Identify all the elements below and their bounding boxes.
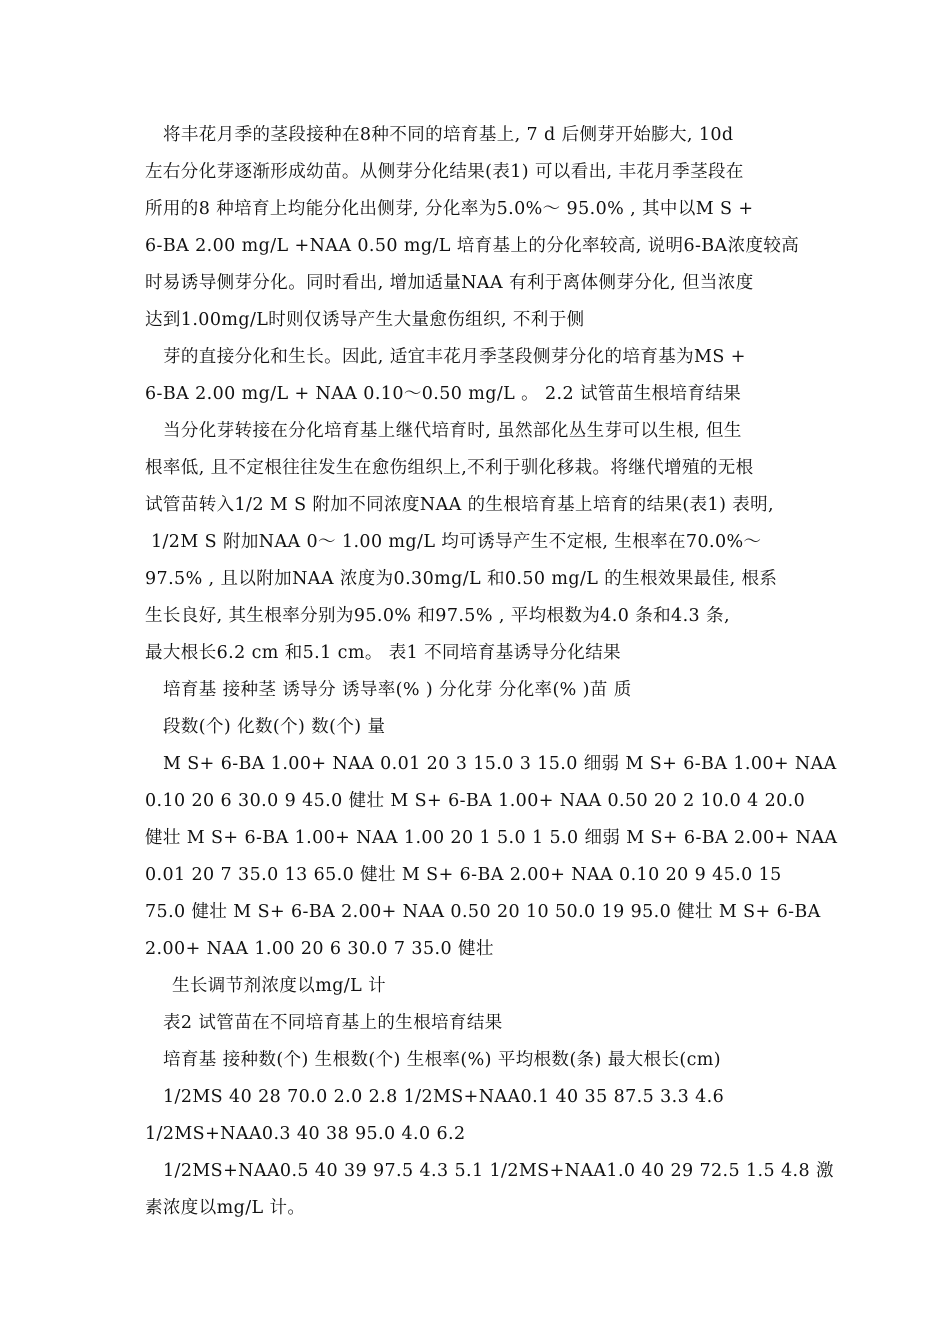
table1-header-row1: 培育基 接种茎 诱导分 诱导率(% ) 分化芽 分化率(% )苗 质 <box>163 680 632 700</box>
table1-data-line-1: M S+ 6-BA 1.00+ NAA 0.01 20 3 15.0 3 15.0 细弱 M S+ 6-BA 1.00+ NAA <box>163 754 837 774</box>
text-line-8: 6-BA 2.00 mg/L + NAA 0.10～0.50 mg/L 。 2.2 试管苗生根培育结果 <box>145 384 742 404</box>
text-line-12: 1/2M S 附加NAA 0～ 1.00 mg/L 均可诱导产生不定根, 生根率在70.0%～ <box>145 532 762 552</box>
table1-data-line-3: 健壮 M S+ 6-BA 1.00+ NAA 1.00 20 1 5.0 1 5.0 细弱 M S+ 6-BA 2.00+ NAA <box>145 828 838 848</box>
table2-title: 表2 试管苗在不同培育基上的生根培育结果 <box>163 1013 503 1033</box>
table1-data-line-4: 0.01 20 7 35.0 13 65.0 健壮 M S+ 6-BA 2.00+ NAA 0.10 20 9 45.0 15 <box>145 865 782 885</box>
text-line-1: 将丰花月季的茎段接种在8种不同的培育基上, 7 d 后侧芽开始膨大, 10d <box>163 125 734 145</box>
text-line-15: 最大根长6.2 cm 和5.1 cm。 表1 不同培育基诱导分化结果 <box>145 643 621 663</box>
text-line-6: 达到1.00mg/L时则仅诱导产生大量愈伤组织, 不利于侧 <box>145 310 585 330</box>
text-line-3: 所用的8 种培育上均能分化出侧芽, 分化率为5.0%～ 95.0% , 其中以M S + <box>145 199 754 219</box>
text-line-7: 芽的直接分化和生长。因此, 适宜丰花月季茎段侧芽分化的培育基为MS + <box>163 347 746 367</box>
text-line-5: 时易诱导侧芽分化。同时看出, 增加适量NAA 有利于离体侧芽分化, 但当浓度 <box>145 273 754 293</box>
table2-data-line-2: 1/2MS+NAA0.3 40 38 95.0 4.0 6.2 <box>145 1124 466 1144</box>
text-line-9: 当分化芽转接在分化培育基上继代培育时, 虽然部化丛生芽可以生根, 但生 <box>163 421 742 441</box>
text-line-2: 左右分化芽逐渐形成幼苗。从侧芽分化结果(表1) 可以看出, 丰花月季茎段在 <box>145 162 744 182</box>
table2-data-line-3: 1/2MS+NAA0.5 40 39 97.5 4.3 5.1 1/2MS+NAA1.0 40 29 72.5 1.5 4.8 激 <box>163 1161 834 1181</box>
table1-data-line-6: 2.00+ NAA 1.00 20 6 30.0 7 35.0 健壮 <box>145 939 494 959</box>
text-line-10: 根率低, 且不定根往往发生在愈伤组织上,不利于驯化移栽。将继代增殖的无根 <box>145 458 754 478</box>
table1-data-line-2: 0.10 20 6 30.0 9 45.0 健壮 M S+ 6-BA 1.00+ NAA 0.50 20 2 10.0 4 20.0 <box>145 791 806 811</box>
table2-data-line-1: 1/2MS 40 28 70.0 2.0 2.8 1/2MS+NAA0.1 40 35 87.5 3.3 4.6 <box>163 1087 725 1107</box>
text-line-13: 97.5% , 且以附加NAA 浓度为0.30mg/L 和0.50 mg/L 的生根效果最佳, 根系 <box>145 569 778 589</box>
text-line-11: 试管苗转入1/2 M S 附加不同浓度NAA 的生根培育基上培育的结果(表1) 表明, <box>145 495 775 515</box>
table1-data-line-5: 75.0 健壮 M S+ 6-BA 2.00+ NAA 0.50 20 10 50.0 19 95.0 健壮 M S+ 6-BA <box>145 902 821 922</box>
text-line-4: 6-BA 2.00 mg/L +NAA 0.50 mg/L 培育基上的分化率较高, 说明6-BA浓度较高 <box>145 236 800 256</box>
text-line-14: 生长良好, 其生根率分别为95.0% 和97.5% , 平均根数为4.0 条和4.3 条, <box>145 606 730 626</box>
table2-note: 素浓度以mg/L 计。 <box>145 1198 306 1218</box>
table2-header: 培育基 接种数(个) 生根数(个) 生根率(%) 平均根数(条) 最大根长(cm) <box>163 1050 722 1070</box>
table1-note: 生长调节剂浓度以mg/L 计 <box>172 976 386 996</box>
table1-header-row2: 段数(个) 化数(个) 数(个) 量 <box>163 717 386 737</box>
